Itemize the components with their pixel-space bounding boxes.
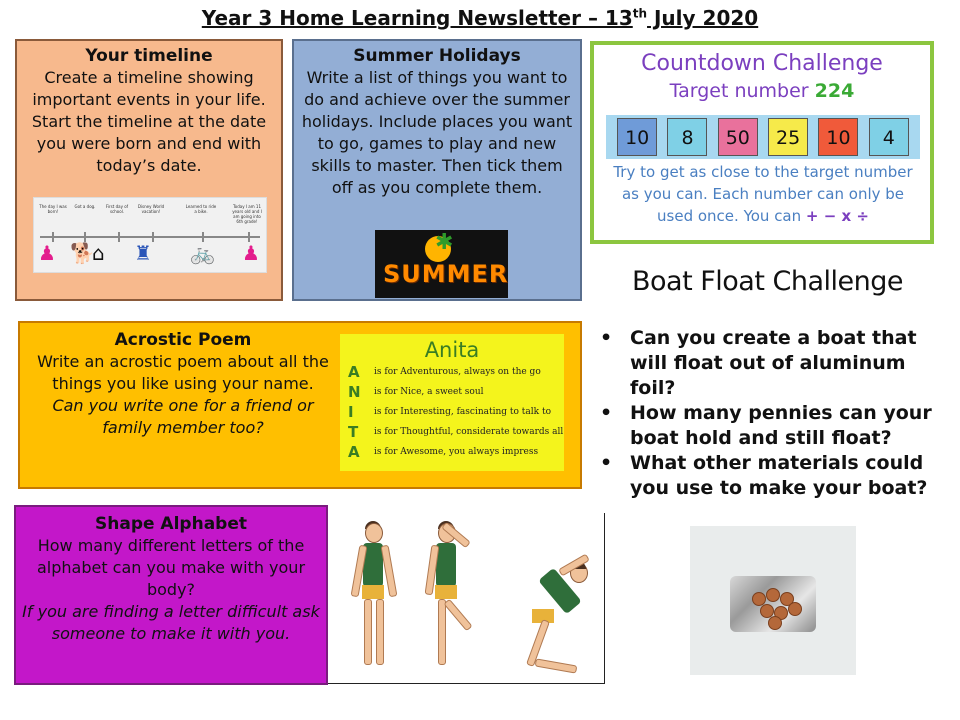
poem-line: I is for Interesting, fascinating to talk to [348, 403, 552, 421]
acrostic-body-italic: Can you write one for a friend or family member too? [52, 396, 314, 437]
timeline-label: Learned to ride a bike. [185, 204, 217, 214]
summer-heading: Summer Holidays [353, 46, 521, 66]
person-figure [348, 519, 398, 679]
countdown-target: Target number 224 [669, 80, 855, 102]
boat-challenge-title: Boat Float Challenge [632, 266, 904, 297]
rule-line: used once. You can [657, 207, 802, 225]
boat-challenge-list [598, 326, 938, 501]
countdown-rules [598, 161, 928, 227]
title-end: July 2020 [647, 6, 759, 30]
summer-body: Write a list of things you want to do and achieve over the summer holidays. Include places you want to go, games to play and new skills to master. Then tick them off as you complete them. [301, 68, 573, 197]
shape-heading: Shape Alphabet [95, 514, 247, 534]
number-tile: 10 [617, 118, 657, 156]
number-tile: 8 [667, 118, 707, 156]
person-icon: ♟ [38, 241, 56, 265]
acrostic-heading: Acrostic Poem [114, 330, 252, 350]
target-number: 224 [814, 80, 855, 102]
person-figure [424, 519, 484, 679]
summer-image [375, 230, 508, 298]
poem-line: A is for Awesome, you always impress [348, 443, 539, 461]
shape-body: How many different letters of the alphabet can you make with your body? [36, 536, 306, 599]
number-tile: 25 [768, 118, 808, 156]
list-item: • What other materials could you use to make your boat? [598, 451, 938, 501]
countdown-title: Countdown Challenge [641, 51, 883, 76]
acrostic-body: Write an acrostic poem about all the things you like using your name. [37, 352, 329, 393]
timeline-heading: Your timeline [85, 46, 213, 66]
title-main: Year 3 Home Learning Newsletter – 13 [201, 6, 633, 30]
number-tile: 4 [869, 118, 909, 156]
acrostic-example [340, 334, 564, 471]
poem-line: T is for Thoughtful, considerate towards all [348, 423, 564, 441]
foil-boat-photo [690, 526, 856, 675]
number-tile: 10 [818, 118, 858, 156]
rule-line: as you can. Each number can only be [621, 185, 905, 203]
number-tiles [606, 115, 920, 159]
timeline-label: Today I am 11 years old and I am going into 6th grade! [232, 204, 262, 224]
list-item: • Can you create a boat that will float out of aluminum foil? [598, 326, 938, 401]
timeline-label: First day of school. [105, 204, 129, 214]
operators: + − x ÷ [805, 207, 869, 225]
shape-alphabet-panel [14, 505, 328, 685]
timeline-image [33, 197, 267, 273]
cyclist-icon: 🚲 [190, 241, 215, 265]
poem-line: N is for Nice, a sweet soul [348, 383, 484, 401]
house-icon: ⌂ [92, 241, 105, 265]
person-figure [508, 549, 598, 679]
shape-body-italic: If you are finding a letter difficult ask someone to make it with you. [22, 602, 320, 643]
palm-tree-icon: ✱ [435, 230, 454, 255]
number-tile: 50 [718, 118, 758, 156]
list-item: • How many pennies can your boat hold and still float? [598, 401, 938, 451]
timeline-body: Create a timeline showing important events in your life. Start the timeline at the date you were born and end with today’s date. [31, 68, 267, 175]
timeline-label: Got a dog. [74, 204, 96, 209]
body-letters-image [328, 513, 605, 684]
person-icon: ♟ [242, 241, 260, 265]
timeline-label: Disney World vacation! [137, 204, 165, 214]
dog-icon: 🐕 [70, 241, 95, 265]
summer-word: SUMMER [383, 260, 508, 288]
title-sup: th [632, 6, 648, 21]
castle-icon: ♜ [134, 241, 152, 265]
timeline-label: The day I was born! [39, 204, 67, 214]
countdown-panel [590, 41, 934, 244]
poem-line: A is for Adventurous, always on the go [348, 363, 541, 381]
poem-name: Anita [424, 338, 480, 362]
rule-line: Try to get as close to the target number [613, 163, 913, 181]
page-title [0, 6, 960, 30]
